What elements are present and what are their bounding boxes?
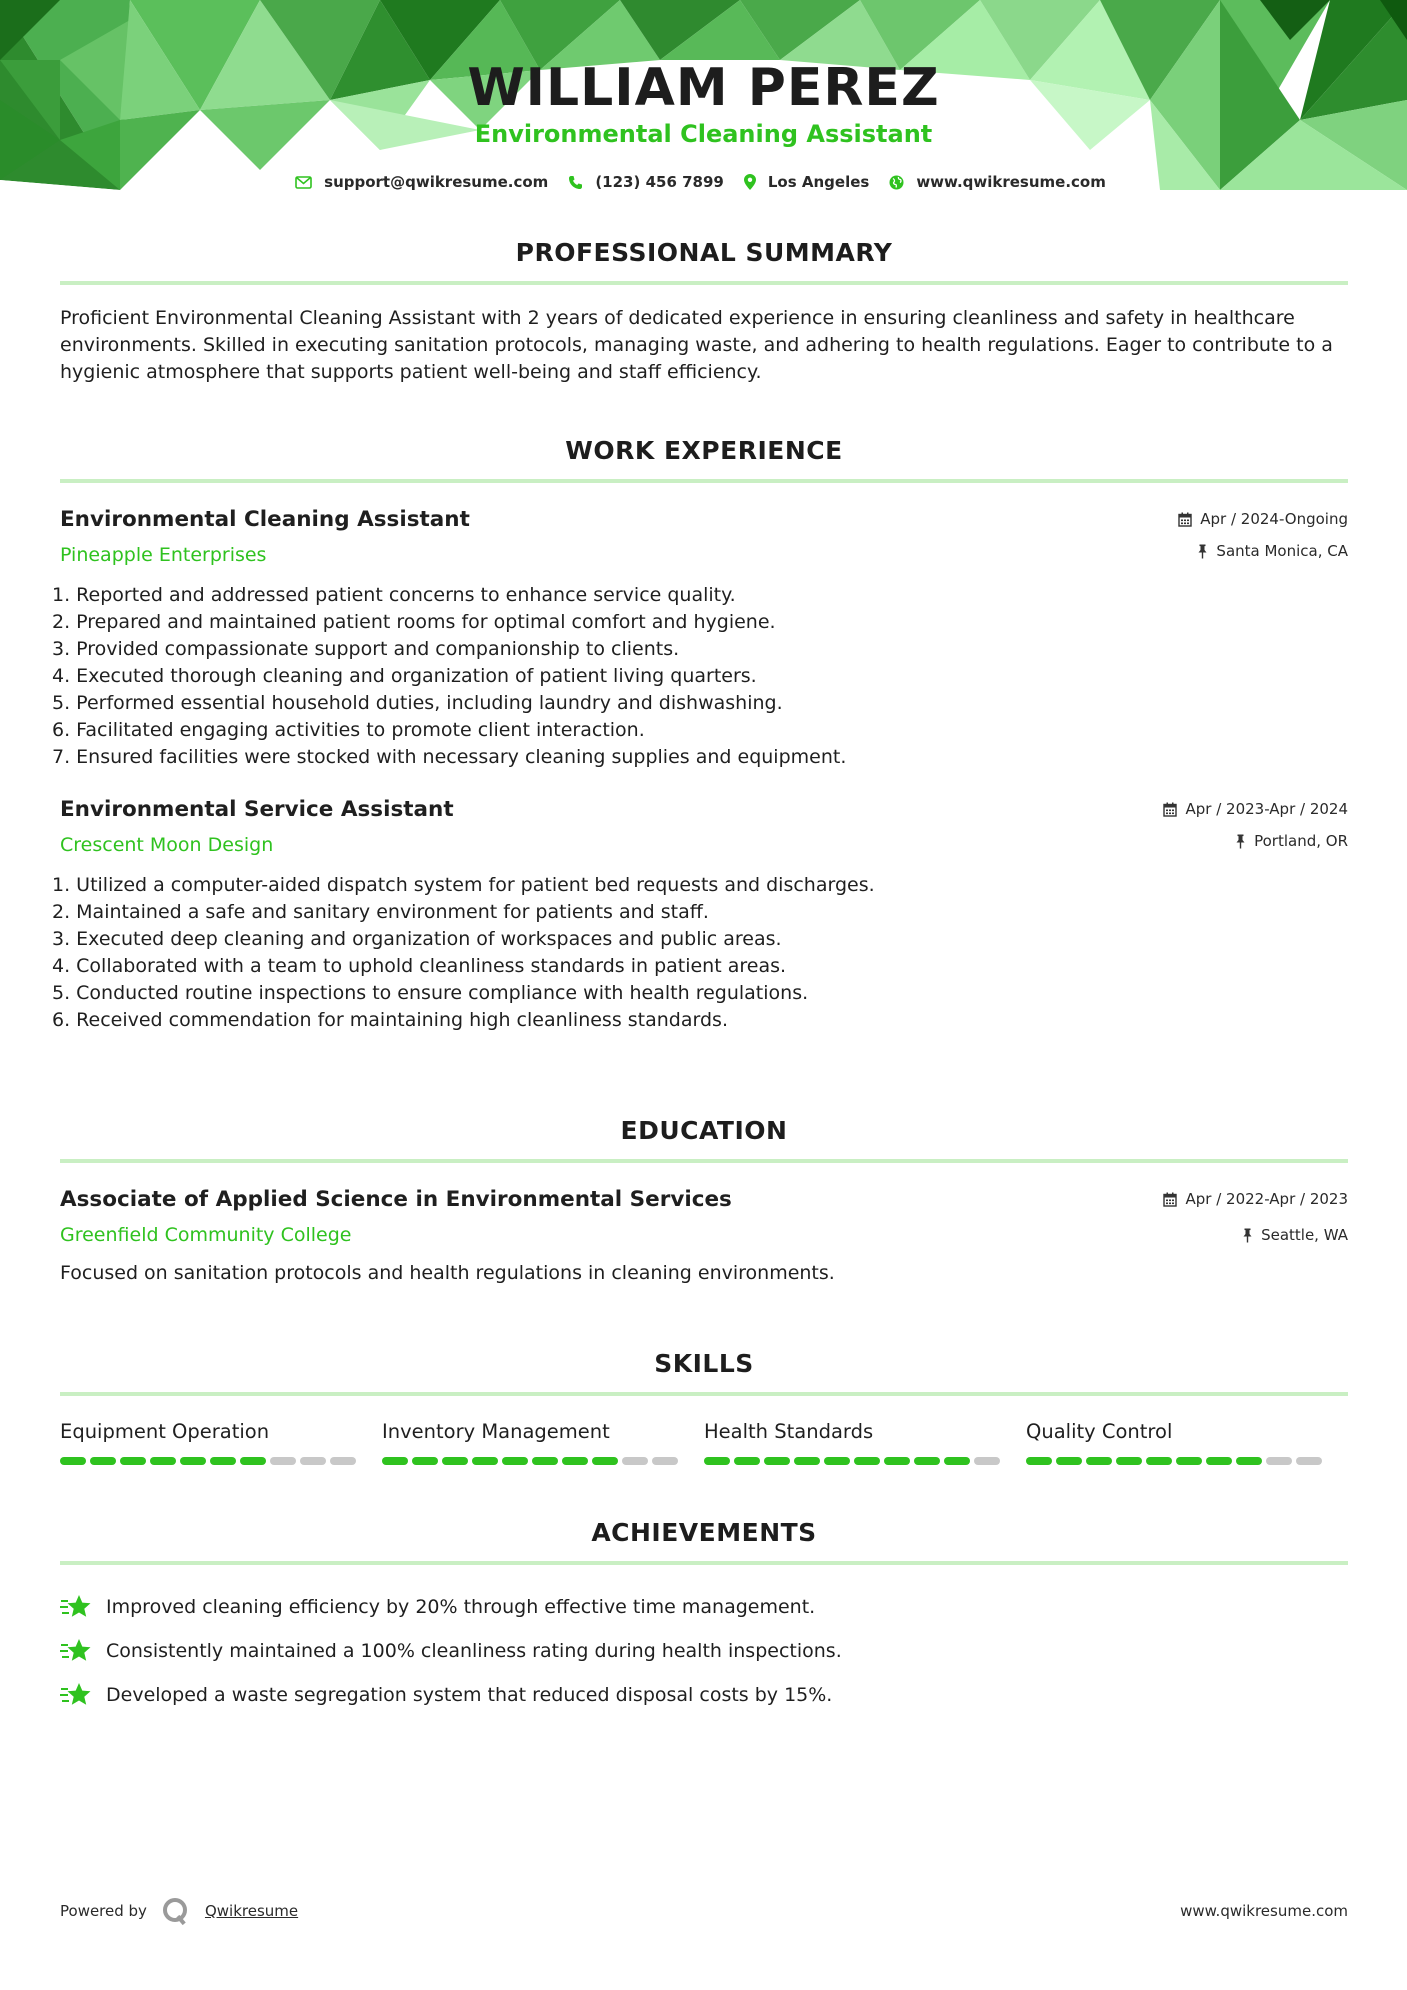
contact-email[interactable] (295, 173, 548, 191)
education-heading: EDUCATION (60, 1116, 1348, 1163)
skill-segment-empty (1266, 1457, 1292, 1465)
education-entry (60, 1187, 1348, 1287)
list-item: 2. Maintained a safe and sanitary environment for patients and staff. (52, 901, 709, 923)
powered-by-label: Powered by (60, 1902, 147, 1920)
list-item: 1. Reported and addressed patient concerns to enhance service quality. (52, 584, 736, 606)
skill-segment-empty (330, 1457, 356, 1465)
skill-level-bar (1026, 1457, 1348, 1465)
footer-powered (60, 1896, 298, 1926)
skill-segment-filled (944, 1457, 970, 1465)
summary-text: Proficient Environmental Cleaning Assistant with 2 years of dedicated experience in ensuring cleanliness and safety in healthcare environments. Skilled in executing sanitation protocols, managing waste, and adhering to health regulations. Eager to contribute to a hygienic atmosphere that supports patient well-being and staff efficiency. (60, 307, 1333, 383)
job-company: Crescent Moon Design (60, 834, 274, 856)
job-dates (1178, 509, 1348, 529)
skill-segment-empty (974, 1457, 1000, 1465)
education-section (60, 1116, 1348, 1287)
skill-level-bar (60, 1457, 382, 1465)
pin-icon (1235, 834, 1246, 849)
list-item: 6. Facilitated engaging activities to promote client interaction. (52, 719, 645, 741)
skill-segment-filled (1086, 1457, 1112, 1465)
contact-bar (0, 173, 1407, 191)
summary-section (60, 238, 1348, 386)
job-location-text: Santa Monica, CA (1216, 542, 1348, 560)
skill-segment-filled (1206, 1457, 1232, 1465)
list-item (60, 1629, 1348, 1673)
skill-segment-filled (824, 1457, 850, 1465)
job-entry (52, 797, 1348, 1034)
list-item: 2. Prepared and maintained patient rooms for optimal comfort and hygiene. (52, 611, 776, 633)
job-title: Environmental Service Assistant (60, 797, 454, 822)
job-dates-text: Apr / 2023-Apr / 2024 (1185, 800, 1348, 818)
calendar-icon (1178, 512, 1192, 527)
pin-icon (1197, 544, 1208, 559)
star-icon (60, 1594, 92, 1620)
achievements-heading: ACHIEVEMENTS (60, 1518, 1348, 1565)
skill-segment-filled (592, 1457, 618, 1465)
skill-segment-filled (382, 1457, 408, 1465)
summary-heading: PROFESSIONAL SUMMARY (60, 238, 1348, 285)
skill-name: Equipment Operation (60, 1420, 270, 1443)
contact-phone-text: (123) 456 7899 (595, 173, 724, 191)
job-location-text: Portland, OR (1254, 832, 1348, 850)
skill-segment-filled (1116, 1457, 1142, 1465)
brand-link[interactable]: Qwikresume (204, 1902, 299, 1920)
pin-icon (1242, 1228, 1253, 1243)
globe-icon (889, 175, 904, 190)
job-bullets (52, 582, 1348, 771)
star-icon (60, 1682, 92, 1708)
achievements-list (60, 1585, 1348, 1717)
list-item: 6. Received commendation for maintaining high cleanliness standards. (52, 1009, 728, 1031)
contact-location (744, 173, 869, 191)
education-dates-text: Apr / 2022-Apr / 2023 (1185, 1190, 1348, 1208)
skill-segment-filled (210, 1457, 236, 1465)
skill-name: Health Standards (704, 1420, 874, 1443)
skill-segment-filled (502, 1457, 528, 1465)
skills-section (60, 1349, 1348, 1465)
list-item (60, 1673, 1348, 1717)
skill-segment-filled (1056, 1457, 1082, 1465)
list-item: 4. Collaborated with a team to uphold cleanliness standards in patient areas. (52, 955, 787, 977)
skill-segment-empty (1296, 1457, 1322, 1465)
list-item: 4. Executed thorough cleaning and organization of patient living quarters. (52, 665, 757, 687)
skill-segment-filled (884, 1457, 910, 1465)
calendar-icon (1163, 802, 1177, 817)
skill-item (1026, 1420, 1348, 1465)
skill-segment-filled (734, 1457, 760, 1465)
education-school: Greenfield Community College (60, 1224, 352, 1246)
list-item (60, 1585, 1348, 1629)
skill-segment-filled (1176, 1457, 1202, 1465)
job-location (1163, 831, 1348, 851)
skill-segment-filled (794, 1457, 820, 1465)
skill-segment-filled (1026, 1457, 1052, 1465)
contact-website-text: www.qwikresume.com (916, 173, 1106, 191)
contact-email-text: support@qwikresume.com (324, 173, 549, 191)
skill-level-bar (704, 1457, 1026, 1465)
skill-segment-filled (472, 1457, 498, 1465)
skills-heading: SKILLS (60, 1349, 1348, 1396)
skill-segment-filled (180, 1457, 206, 1465)
skill-segment-empty (652, 1457, 678, 1465)
list-item: 3. Provided compassionate support and companionship to clients. (52, 638, 680, 660)
candidate-name: WILLIAM PEREZ (467, 58, 940, 118)
map-marker-icon (744, 174, 756, 190)
job-dates (1163, 799, 1348, 819)
achievement-text: Improved cleaning efficiency by 20% through effective time management. (106, 1596, 816, 1618)
job-location (1178, 541, 1348, 561)
skill-segment-filled (240, 1457, 266, 1465)
skill-level-bar (382, 1457, 704, 1465)
skill-segment-empty (300, 1457, 326, 1465)
list-item: 7. Ensured facilities were stocked with necessary cleaning supplies and equipment. (52, 746, 847, 768)
star-icon (60, 1638, 92, 1664)
skill-segment-filled (1146, 1457, 1172, 1465)
skill-segment-filled (704, 1457, 730, 1465)
list-item: 3. Executed deep cleaning and organization of workspaces and public areas. (52, 928, 782, 950)
skill-segment-filled (854, 1457, 880, 1465)
footer-website[interactable]: www.qwikresume.com (1180, 1902, 1348, 1920)
job-bullets (52, 872, 1348, 1034)
experience-section (52, 436, 1348, 1034)
list-item: 5. Performed essential household duties, including laundry and dishwashing. (52, 692, 783, 714)
skill-segment-filled (764, 1457, 790, 1465)
contact-location-text: Los Angeles (767, 173, 870, 191)
skill-segment-filled (60, 1457, 86, 1465)
skill-name: Quality Control (1026, 1420, 1173, 1443)
education-location (1163, 1225, 1348, 1245)
skill-segment-filled (1236, 1457, 1262, 1465)
education-meta (1163, 1189, 1348, 1245)
education-location-text: Seattle, WA (1261, 1226, 1348, 1244)
job-entry (52, 507, 1348, 771)
skill-item (382, 1420, 704, 1465)
achievements-section (60, 1518, 1348, 1717)
job-company: Pineapple Enterprises (60, 544, 267, 566)
calendar-icon (1163, 1192, 1177, 1207)
contact-website[interactable] (889, 173, 1106, 191)
skill-segment-filled (150, 1457, 176, 1465)
job-title: Environmental Cleaning Assistant (60, 507, 470, 532)
job-meta (1178, 509, 1348, 561)
skill-segment-empty (270, 1457, 296, 1465)
skill-segment-filled (914, 1457, 940, 1465)
candidate-title: Environmental Cleaning Assistant (474, 120, 933, 148)
phone-icon (568, 175, 583, 190)
footer (60, 1896, 1348, 1926)
skill-segment-empty (622, 1457, 648, 1465)
skill-segment-filled (532, 1457, 558, 1465)
list-item: 5. Conducted routine inspections to ensure compliance with health regulations. (52, 982, 809, 1004)
skill-item (60, 1420, 382, 1465)
contact-phone[interactable] (568, 173, 724, 191)
envelope-icon (295, 176, 312, 189)
skill-segment-filled (442, 1457, 468, 1465)
education-dates (1163, 1189, 1348, 1209)
achievement-text: Developed a waste segregation system that reduced disposal costs by 15%. (106, 1684, 833, 1706)
education-degree: Associate of Applied Science in Environmental Services (60, 1187, 732, 1212)
skill-name: Inventory Management (382, 1420, 610, 1443)
qwikresume-logo-icon (161, 1896, 191, 1926)
skills-list (60, 1420, 1348, 1465)
skill-segment-filled (562, 1457, 588, 1465)
job-meta (1163, 799, 1348, 851)
job-dates-text: Apr / 2024-Ongoing (1200, 510, 1348, 528)
achievement-text: Consistently maintained a 100% cleanliness rating during health inspections. (106, 1640, 842, 1662)
skill-segment-filled (120, 1457, 146, 1465)
experience-heading: WORK EXPERIENCE (60, 436, 1348, 483)
education-description: Focused on sanitation protocols and health regulations in cleaning environments. (60, 1262, 835, 1284)
skill-segment-filled (90, 1457, 116, 1465)
skill-segment-filled (412, 1457, 438, 1465)
list-item: 1. Utilized a computer-aided dispatch system for patient bed requests and discharges. (52, 874, 875, 896)
skill-item (704, 1420, 1026, 1465)
